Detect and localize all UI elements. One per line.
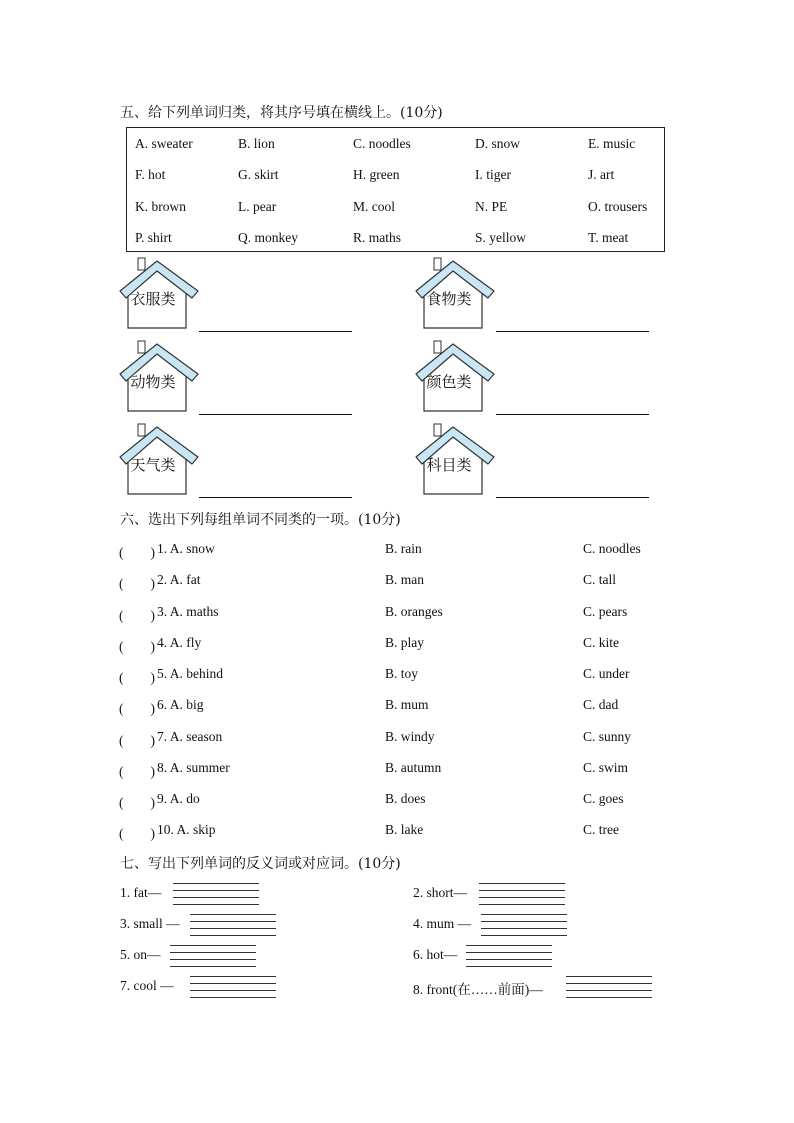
category-house-animals — [118, 338, 202, 414]
section7-title: 七、写出下列单词的反义词或对应词。(10分) — [120, 856, 401, 872]
word-item: R. maths — [353, 230, 402, 245]
option-c: C. sunny — [583, 729, 632, 744]
option-a: 9. A. do — [157, 791, 200, 806]
word-item: P. shirt — [135, 230, 172, 245]
word-item: L. pear — [238, 199, 277, 214]
category-label: 科目类 — [426, 456, 472, 474]
section5-title: 五、给下列单词归类，将其序号填在横线上。(10分) — [120, 105, 443, 121]
option-a: 2. A. fat — [157, 572, 201, 587]
option-b: B. man — [385, 572, 424, 587]
option-c: C. kite — [583, 635, 619, 650]
option-a: 6. A. big — [157, 697, 204, 712]
category-house-subjects — [414, 421, 498, 497]
word-item: O. trousers — [588, 199, 648, 214]
answer-writing-lines[interactable] — [170, 945, 256, 967]
option-c: C. swim — [583, 760, 629, 775]
option-c: C. noodles — [583, 541, 641, 556]
antonym-prompt: 5. on— — [120, 947, 161, 962]
word-item: F. hot — [135, 167, 166, 182]
antonym-prompt: 8. front(在……前面)— — [413, 982, 543, 997]
option-b: B. play — [385, 635, 424, 650]
option-b: B. autumn — [385, 760, 442, 775]
word-item: N. PE — [475, 199, 508, 214]
word-item: S. yellow — [475, 230, 527, 245]
answer-blank[interactable]: ( ) — [119, 795, 155, 810]
word-item: I. tiger — [475, 167, 511, 182]
answer-line-clothes[interactable] — [199, 331, 352, 332]
word-item: D. snow — [475, 136, 521, 151]
word-item: M. cool — [353, 199, 395, 214]
option-c: C. goes — [583, 791, 624, 806]
category-label: 食物类 — [426, 290, 472, 308]
option-b: B. mum — [385, 697, 429, 712]
category-house-weather — [118, 421, 202, 497]
option-b: B. windy — [385, 729, 435, 744]
option-a: 7. A. season — [157, 729, 223, 744]
option-b: B. rain — [385, 541, 422, 556]
answer-blank[interactable]: ( ) — [119, 701, 155, 716]
antonym-prompt: 7. cool — — [120, 978, 174, 993]
section6-title: 六、选出下列每组单词不同类的一项。(10分) — [120, 512, 401, 528]
word-bank — [126, 127, 665, 252]
answer-writing-lines[interactable] — [190, 976, 276, 998]
option-c: C. tall — [583, 572, 616, 587]
word-item: A. sweater — [135, 136, 193, 151]
answer-blank[interactable]: ( ) — [119, 639, 155, 654]
answer-writing-lines[interactable] — [190, 914, 276, 936]
answer-line-animals[interactable] — [199, 414, 352, 415]
answer-writing-lines[interactable] — [466, 945, 552, 967]
option-b: B. does — [385, 791, 426, 806]
category-label: 衣服类 — [130, 290, 176, 308]
category-house-clothes — [118, 255, 202, 331]
word-item: B. lion — [238, 136, 275, 151]
word-item: H. green — [353, 167, 400, 182]
category-house-food — [414, 255, 498, 331]
answer-blank[interactable]: ( ) — [119, 545, 155, 560]
option-b: B. oranges — [385, 604, 443, 619]
answer-line-weather[interactable] — [199, 497, 352, 498]
option-a: 3. A. maths — [157, 604, 219, 619]
antonym-prompt: 3. small — — [120, 916, 180, 931]
word-item: Q. monkey — [238, 230, 298, 245]
category-label: 动物类 — [130, 373, 176, 391]
option-c: C. tree — [583, 822, 619, 837]
answer-writing-lines[interactable] — [481, 914, 567, 936]
answer-line-food[interactable] — [496, 331, 649, 332]
answer-blank[interactable]: ( ) — [119, 608, 155, 623]
word-item: C. noodles — [353, 136, 411, 151]
antonym-prompt: 1. fat— — [120, 885, 162, 900]
antonym-prompt: 2. short— — [413, 885, 467, 900]
word-item: J. art — [588, 167, 615, 182]
option-a: 5. A. behind — [157, 666, 223, 681]
antonym-prompt: 6. hot— — [413, 947, 458, 962]
word-item: E. music — [588, 136, 636, 151]
answer-blank[interactable]: ( ) — [119, 733, 155, 748]
word-item: G. skirt — [238, 167, 279, 182]
category-house-colors — [414, 338, 498, 414]
category-label: 颜色类 — [426, 373, 472, 391]
answer-writing-lines[interactable] — [479, 883, 565, 905]
word-item: K. brown — [135, 199, 186, 214]
option-b: B. toy — [385, 666, 419, 681]
option-a: 8. A. summer — [157, 760, 230, 775]
category-label: 天气类 — [130, 456, 176, 474]
answer-blank[interactable]: ( ) — [119, 576, 155, 591]
answer-blank[interactable]: ( ) — [119, 826, 155, 841]
option-a: 1. A. snow — [157, 541, 215, 556]
answer-writing-lines[interactable] — [173, 883, 259, 905]
antonym-prompt: 4. mum — — [413, 916, 472, 931]
word-item: T. meat — [588, 230, 629, 245]
option-b: B. lake — [385, 822, 424, 837]
option-c: C. under — [583, 666, 630, 681]
answer-blank[interactable]: ( ) — [119, 764, 155, 779]
answer-writing-lines[interactable] — [566, 976, 652, 998]
answer-line-subjects[interactable] — [496, 497, 649, 498]
option-a: 10. A. skip — [157, 822, 216, 837]
answer-blank[interactable]: ( ) — [119, 670, 155, 685]
option-c: C. dad — [583, 697, 619, 712]
option-c: C. pears — [583, 604, 628, 619]
answer-line-colors[interactable] — [496, 414, 649, 415]
option-a: 4. A. fly — [157, 635, 202, 650]
